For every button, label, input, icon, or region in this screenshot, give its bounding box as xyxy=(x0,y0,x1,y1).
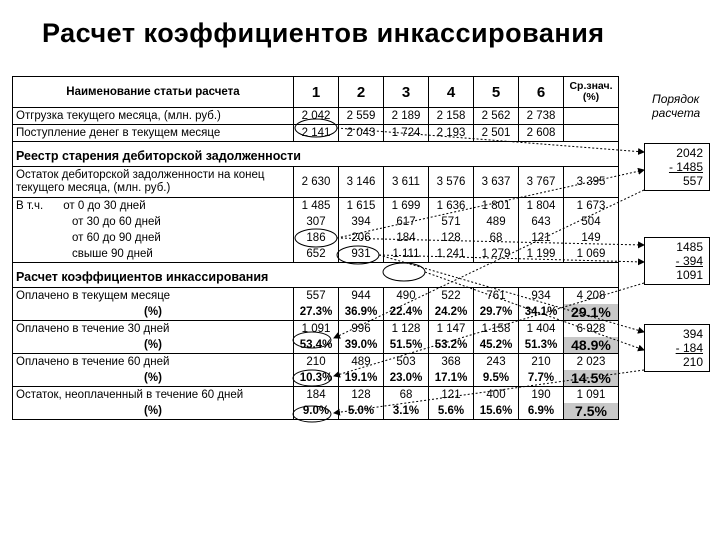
cell: 68 xyxy=(474,230,519,246)
row-label xyxy=(13,198,294,215)
header-col: 6 xyxy=(519,77,564,108)
row-label: Оплачено в текущем месяце xyxy=(13,288,294,305)
cell: 1 128 xyxy=(384,321,429,338)
table-row xyxy=(13,230,619,246)
cell-avg: 1 091 xyxy=(564,387,619,404)
cell: 1 636 xyxy=(429,198,474,215)
cell-avg: 2 023 xyxy=(564,354,619,371)
cell-avg: 504 xyxy=(564,214,619,230)
cell: 10.3% xyxy=(294,370,339,387)
cell-avg: 1 673 xyxy=(564,198,619,215)
table-row xyxy=(13,198,619,215)
calc-result: 210 xyxy=(682,355,703,369)
cell: 1 158 xyxy=(474,321,519,338)
cell: 190 xyxy=(519,387,564,404)
cell: 51.3% xyxy=(519,337,564,354)
cell: 34.1% xyxy=(519,304,564,321)
cell: 3 576 xyxy=(429,167,474,198)
cell: 490 xyxy=(384,288,429,305)
cell: 6.9% xyxy=(519,403,564,420)
table-row xyxy=(13,354,619,371)
cell: 2 189 xyxy=(384,108,429,125)
cell: 557 xyxy=(294,288,339,305)
cell-avg: 7.5% xyxy=(564,403,619,420)
cell: 522 xyxy=(429,288,474,305)
cell: 1 804 xyxy=(519,198,564,215)
cell: 3.1% xyxy=(384,403,429,420)
cell: 1 147 xyxy=(429,321,474,338)
header-col: 5 xyxy=(474,77,519,108)
cell: 489 xyxy=(339,354,384,371)
cell: 5.6% xyxy=(429,403,474,420)
cell: 9.5% xyxy=(474,370,519,387)
cell: 571 xyxy=(429,214,474,230)
cell: 2 193 xyxy=(429,125,474,142)
cell: 128 xyxy=(429,230,474,246)
table-row xyxy=(13,167,619,198)
cell: 15.6% xyxy=(474,403,519,420)
cell: 19.1% xyxy=(339,370,384,387)
cell: 17.1% xyxy=(429,370,474,387)
table-row xyxy=(13,246,619,263)
collection-coefficients-table xyxy=(12,76,619,420)
table-row xyxy=(13,108,619,125)
cell: 1 615 xyxy=(339,198,384,215)
section-row xyxy=(13,142,619,167)
cell: 22.4% xyxy=(384,304,429,321)
cell: 1 199 xyxy=(519,246,564,263)
cell: 36.9% xyxy=(339,304,384,321)
cell: 2 158 xyxy=(429,108,474,125)
calc-box xyxy=(644,237,710,285)
cell: 2 043 xyxy=(339,125,384,142)
row-label: Отгрузка текущего месяца, (млн. руб.) xyxy=(13,108,294,125)
cell: 1 111 xyxy=(384,246,429,263)
cell: 1 279 xyxy=(474,246,519,263)
cell: 2 738 xyxy=(519,108,564,125)
page-title: Расчет коэффициентов инкассирования xyxy=(42,18,605,48)
cell: 1 091 xyxy=(294,321,339,338)
cell: 3 767 xyxy=(519,167,564,198)
cell: 400 xyxy=(474,387,519,404)
row-label xyxy=(13,246,294,263)
cell: 1 801 xyxy=(474,198,519,215)
cell: 24.2% xyxy=(429,304,474,321)
row-label: (%) xyxy=(13,403,294,420)
row-label xyxy=(13,230,294,246)
calc-operand: 2042 xyxy=(676,146,703,160)
cell: 2 042 xyxy=(294,108,339,125)
cell: 45.2% xyxy=(474,337,519,354)
row-label: Поступление денег в текущем месяце xyxy=(13,125,294,142)
cell-avg: 3 395 xyxy=(564,167,619,198)
cell: 3 611 xyxy=(384,167,429,198)
row-label-text: от 60 до 90 дней xyxy=(72,232,161,244)
header-col: 4 xyxy=(429,77,474,108)
cell: 2 501 xyxy=(474,125,519,142)
cell: 1 699 xyxy=(384,198,429,215)
calc-subtrahend: - 184 xyxy=(675,341,703,355)
cell: 210 xyxy=(519,354,564,371)
cell: 643 xyxy=(519,214,564,230)
row-label: Остаток, неоплаченный в течение 60 дней xyxy=(13,387,294,404)
cell: 1 485 xyxy=(294,198,339,215)
cell-avg: 6 928 xyxy=(564,321,619,338)
cell: 3 146 xyxy=(339,167,384,198)
calc-subtrahend: - 394 xyxy=(675,254,703,268)
cell: 2 630 xyxy=(294,167,339,198)
cell: 368 xyxy=(429,354,474,371)
cell: 2 608 xyxy=(519,125,564,142)
cell: 206 xyxy=(339,230,384,246)
header-col: 1 xyxy=(294,77,339,108)
cell: 1 404 xyxy=(519,321,564,338)
calc-subtrahend: - 1485 xyxy=(668,160,703,174)
cell: 5.0% xyxy=(339,403,384,420)
cell: 3 637 xyxy=(474,167,519,198)
calc-operand: 1485 xyxy=(676,240,703,254)
row-label: (%) xyxy=(13,370,294,387)
header-col: 2 xyxy=(339,77,384,108)
row-label-text: от 0 до 30 дней xyxy=(63,200,146,212)
cell: 2 141 xyxy=(294,125,339,142)
cell: 39.0% xyxy=(339,337,384,354)
section-coef-title: Расчет коэффициентов инкассирования xyxy=(13,263,619,288)
cell: 27.3% xyxy=(294,304,339,321)
calc-result: 1091 xyxy=(676,268,703,282)
cell: 243 xyxy=(474,354,519,371)
header-avg: Ср.знач. (%) xyxy=(564,77,619,108)
table-row xyxy=(13,288,619,305)
cell: 128 xyxy=(339,387,384,404)
row-label-text: от 30 до 60 дней xyxy=(72,216,161,228)
cell-avg: 48.9% xyxy=(564,337,619,354)
calc-result: 557 xyxy=(682,174,703,188)
cell: 51.5% xyxy=(384,337,429,354)
section-row xyxy=(13,263,619,288)
cell-avg: 4 208 xyxy=(564,288,619,305)
cell: 1 241 xyxy=(429,246,474,263)
header-col: 3 xyxy=(384,77,429,108)
cell: 934 xyxy=(519,288,564,305)
row-label: (%) xyxy=(13,337,294,354)
table-row xyxy=(13,321,619,338)
table-row xyxy=(13,125,619,142)
cell: 944 xyxy=(339,288,384,305)
cell-avg xyxy=(564,125,619,142)
cell: 489 xyxy=(474,214,519,230)
cell: 307 xyxy=(294,214,339,230)
cell: 996 xyxy=(339,321,384,338)
cell: 121 xyxy=(519,230,564,246)
row-label: Остаток дебиторской задолженности на конец текущего месяца, (млн. руб.) xyxy=(13,167,294,198)
cell: 503 xyxy=(384,354,429,371)
cell: 2 559 xyxy=(339,108,384,125)
cell: 617 xyxy=(384,214,429,230)
cell: 121 xyxy=(429,387,474,404)
cell: 652 xyxy=(294,246,339,263)
cell: 1 724 xyxy=(384,125,429,142)
row-label xyxy=(13,214,294,230)
table-row xyxy=(13,387,619,404)
row-label: Оплачено в течение 60 дней xyxy=(13,354,294,371)
row-label: Оплачено в течение 30 дней xyxy=(13,321,294,338)
cell: 210 xyxy=(294,354,339,371)
row-label: (%) xyxy=(13,304,294,321)
table-row xyxy=(13,370,619,387)
cell-avg: 14.5% xyxy=(564,370,619,387)
cell-avg xyxy=(564,108,619,125)
cell: 53.4% xyxy=(294,337,339,354)
table-row xyxy=(13,304,619,321)
cell: 68 xyxy=(384,387,429,404)
cell-avg: 149 xyxy=(564,230,619,246)
cell: 184 xyxy=(294,387,339,404)
cell: 53.2% xyxy=(429,337,474,354)
calc-box xyxy=(644,324,710,372)
cell: 9.0% xyxy=(294,403,339,420)
cell: 186 xyxy=(294,230,339,246)
cell: 29.7% xyxy=(474,304,519,321)
cell: 184 xyxy=(384,230,429,246)
table-row xyxy=(13,214,619,230)
section-aging-title: Реестр старения дебиторской задолженности xyxy=(13,142,619,167)
cell: 761 xyxy=(474,288,519,305)
cell-avg: 29.1% xyxy=(564,304,619,321)
cell: 7.7% xyxy=(519,370,564,387)
header-name: Наименование статьи расчета xyxy=(13,77,294,108)
table-row xyxy=(13,403,619,420)
side-label: Порядок расчета xyxy=(652,92,701,120)
cell: 931 xyxy=(339,246,384,263)
header-row xyxy=(13,77,619,108)
calc-box xyxy=(644,143,710,191)
row-prefix: В т.ч. xyxy=(16,200,44,212)
cell: 394 xyxy=(339,214,384,230)
calc-operand: 394 xyxy=(682,327,703,341)
cell-avg: 1 069 xyxy=(564,246,619,263)
cell: 2 562 xyxy=(474,108,519,125)
table-row xyxy=(13,337,619,354)
cell: 23.0% xyxy=(384,370,429,387)
row-label-text: свыше 90 дней xyxy=(72,248,153,260)
